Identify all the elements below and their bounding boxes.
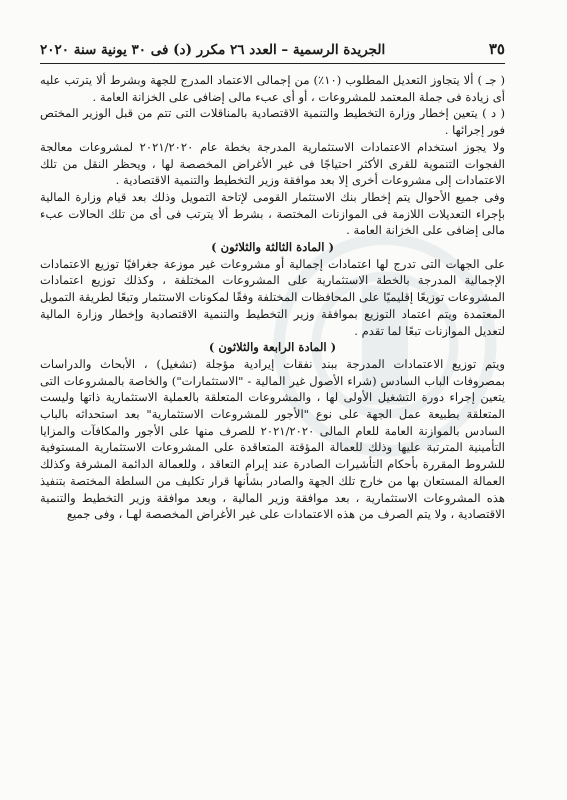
- paragraph-national-investment-bank: وفى جميع الأحوال يتم إخطار بنك الاستثمار القومى لإتاحة التمويل وذلك بعد قيام وزارة المالية بإجراء التعديلات اللازمة فى الموازنات المختصة ، بشرط ألا يترتب فى أى من تلك الحالات عبء مالى إضافى على الخزانة العامة .: [40, 189, 505, 238]
- article-34-text: ويتم توزيع الاعتمادات المدرجة ببند نفقات إيرادية مؤجلة (تشغيل) ، الأبحاث والدراسات بمصروفات الباب السادس (شراء الأصول غير المالية - "الاستثمارات") والخاصة بالمشروعات التى يتعين إجراء دورة التشغيل الأولى لها ، والمشروعات المتعلقة بالعملية الاستثمارية ذاتها وليست المتعلقة بطبيعة عمل الجهة على نوع "الأجور للمشروعات الاستثمارية" بعد استحداثه بالباب السادس بالموازنة العامة للعام المالى ٢٠٢١/٢٠٢٠ للصرف منها على الأجور والمكافآت والمزايا التأمينية المترتبة عليها وذلك للعمالة المؤقتة المتعاقدة على المشروعات الاستثمارية المستوفية للشروط المقررة بأحكام التأشيرات الصادرة عند إبرام التعاقد ، وللعمالة الدائمة المشرفة وكذلك العمالة المستعان بها من خارج تلك الجهة والصادر بشأنها قرار تكليف من السلطة المختصة بتنفيذ هذه المشروعات الاستثمارية ، بعد موافقة وزير المالية ، وبعد موافقة وزير التخطيط والتنمية الاقتصادية ، ولا يتم الصرف من هذه الاعتمادات على غير الأغراض المخصصة لهـا ، وفى جميع: [40, 356, 505, 522]
- page-number: ٣٥: [488, 40, 505, 58]
- article-33-heading: ( المادة الثالثة والثلاثون ): [211, 240, 334, 255]
- clause-c: ( جـ ) ألا يتجاوز التعديل المطلوب (١٠٪) من إجمالى الاعتماد المدرج للجهة وبشرط ألا يترتب عليه أى زيادة فى جملة المعتمد للمشروعات ، أو أى عبء مالى إضافى على الخزانة العامة .: [40, 73, 505, 104]
- article-34-heading: ( المادة الرابعة والثلاثون ): [208, 340, 337, 355]
- paragraph-investment-allocations: ولا يجوز استخدام الاعتمادات الاستثمارية المدرجة بخطة عام ٢٠٢١/٢٠٢٠ لمشروعات معالجة الفجوات التنموية للقرى الأكثر احتياجًا فى غير الأغراض المخصصة لها ، ويحظر النقل من تلك الاعتمادات إلى مشروعات أخرى إلا بعد موافقة وزير التخطيط والتنمية الاقتصادية .: [40, 139, 505, 188]
- article-33-text: على الجهات التى تدرج لها اعتمادات إجمالية أو مشروعات غير موزعة جغرافيًا توزيع الاعتمادات الإجمالية المدرجة بالخطة الاستثمارية على المشروعات المختلفة ، وكذلك توزيع اعتمادات المشروعات توزيعًا إقليميًا على المحافظات المختلفة وفقًا لمكونات الاستثمار وتبعًا لطريقة التمويل المعتمدة ويتم اعتماد التوزيع بموافقة وزير التخطيط والتنمية الاقتصادية وإخطار وزارة المالية لتعديل الموازنات تبعًا لما تقدم .: [40, 256, 505, 338]
- gazette-title: الجريدة الرسمية – العدد ٢٦ مكرر (د) فى ٣٠ يونية سنة ٢٠٢٠: [40, 42, 386, 58]
- page-header: [40, 40, 505, 64]
- clause-d: ( د ) يتعين إخطار وزارة التخطيط والتنمية الاقتصادية بالمناقلات التى تتم من قبل الوزير المختص فور إجرائها .: [40, 106, 505, 138]
- page-body: [40, 64, 505, 523]
